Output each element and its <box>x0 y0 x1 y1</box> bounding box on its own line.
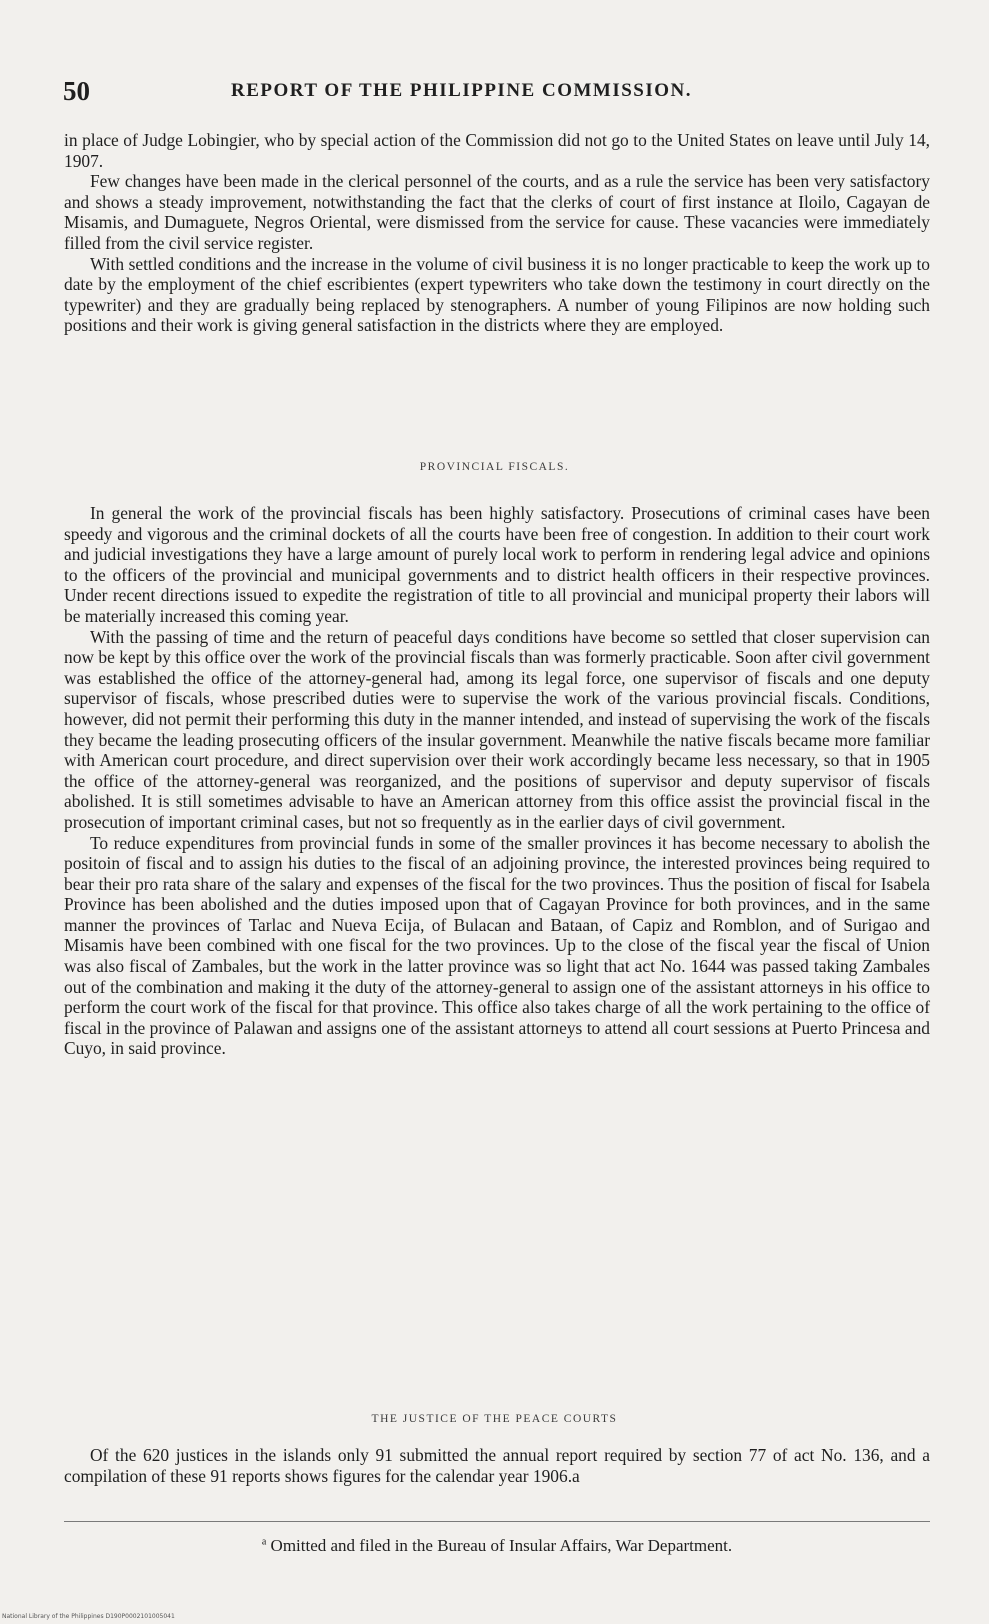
section-heading-provincial-fiscals: PROVINCIAL FISCALS. <box>419 461 570 473</box>
paragraph: To reduce expenditures from provincial funds in some of the smaller provinces it has become necessary to abolish the positoin of fiscal and to assign his duties to the fiscal of an adjoining province, the interested provinces being required to bear their pro rata share of the salary and expenses of the fiscal for the two provinces. Thus the position of fiscal for Isabela Province has been abolished and the duties imposed upon that of Cagayan Province for both provinces, and in the same manner the provinces of Tarlac and Nueva Ecija, of Bulacan and Bataan, of Capiz and Romblon, and of Surigao and Misamis have been combined with one fiscal for the two provinces. Up to the close of the fiscal year the fiscal of Union was also fiscal of Zambales, but the work in the latter province was so light that act No. 1644 was passed taking Zambales out of the combination and making it the duty of the attorney-general to assign one of the assistant attorneys in his office to perform the court work of the fiscal for that province. This office also takes charge of all the work pertaining to the office of fiscal in the province of Palawan and assigns one of the assistant attorneys to attend all court sessions at Puerto Princesa and Cuyo, in said province. <box>64 832 930 1059</box>
footnote-mark: a <box>261 1536 267 1548</box>
page-number: 50 <box>63 76 90 106</box>
footnote-divider <box>64 1521 930 1522</box>
paragraph: In general the work of the provincial fiscals has been highly satisfactory. Prosecutions of criminal cases have been speedy and vigorous and the criminal dockets of all the courts have been free of congestion. In addition to their court work and judicial investigations they have a large amount of purely local work to perform in rendering legal advice and opinions to the officers of the provincial and municipal governments and to district health officers in their respective provinces. Under recent directions issued to expedite the registration of title to all provincial and municipal property their labors will be materially increased this coming year. <box>64 503 930 626</box>
section-heading-justice-of-peace: THE JUSTICE OF THE PEACE COURTS <box>371 1413 618 1425</box>
footnote <box>64 1536 930 1556</box>
page-header <box>63 70 933 110</box>
footnote-text: Omitted and filed in the Bureau of Insular Affairs, War Department. <box>270 1536 733 1555</box>
paragraph: in place of Judge Lobingier, who by special action of the Commission did not go to the United States on leave until July 14, 1907. <box>64 130 930 171</box>
text-block-justice-of-peace <box>64 1445 930 1486</box>
text-block-provincial-fiscals <box>64 503 930 1059</box>
paragraph: With the passing of time and the return of peaceful days conditions have become so settled that closer supervision can now be kept by this office over the work of the provincial fiscals than was formerly practicable. Soon after civil government was established the office of the attorney-general had, among its legal force, one supervisor of fiscals and one deputy supervisor of fiscals, whose prescribed duties were to supervise the work of the various provincial fiscals. Conditions, however, did not permit their performing this duty in the manner intended, and instead of supervising the work of the fiscals they became the leading prosecuting officers of the insular government. Meanwhile the native fiscals became more familiar with American court procedure, and direct supervision over their work accordingly became less necessary, so that in 1905 the office of the attorney-general was reorganized, and the positions of supervisor and deputy supervisor of fiscals abolished. It is still sometimes advisable to have an American attorney from this office assist the provincial fiscal in the prosecution of important criminal cases, but not so frequently as in the earlier days of civil government. <box>64 626 930 832</box>
scan-imprint: National Library of the Philippines D190P0002101005041 <box>2 1613 175 1620</box>
running-head: REPORT OF THE PHILIPPINE COMMISSION. <box>231 80 693 101</box>
paragraph: Few changes have been made in the clerical personnel of the courts, and as a rule the service has been very satisfactory and shows a steady improvement, notwithstanding the fact that the clerks of court of first instance at Iloilo, Cagayan de Misamis, and Dumaguete, Negros Oriental, were dismissed from the service for cause. These vacancies were immediately filled from the civil service register. <box>64 171 930 253</box>
paragraph: Of the 620 justices in the islands only 91 submitted the annual report required by section 77 of act No. 136, and a compilation of these 91 reports shows figures for the calendar year 1906.a <box>64 1445 930 1486</box>
paragraph: With settled conditions and the increase in the volume of civil business it is no longer practicable to keep the work up to date by the employment of the chief escribientes (expert typewriters who take down the testimony in court directly on the typewriter) and they are gradually being replaced by stenographers. A number of young Filipinos are now holding such positions and their work is giving general satisfaction in the districts where they are employed. <box>64 253 930 336</box>
text-block-court-personnel <box>64 130 930 336</box>
